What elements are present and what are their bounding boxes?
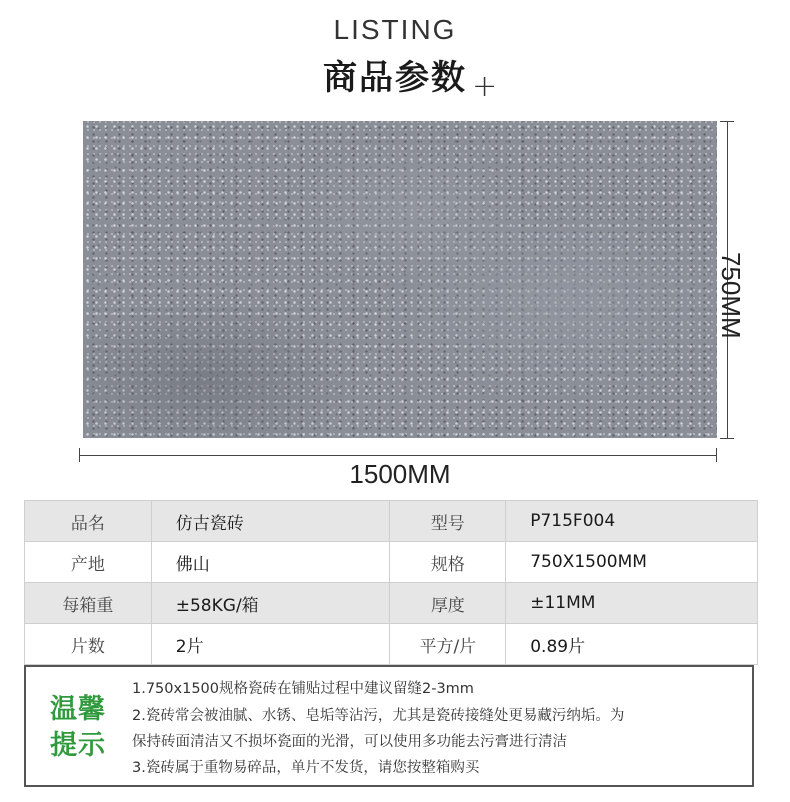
spec-label-size: 规格 bbox=[390, 542, 506, 583]
note-line: 2.瓷砖常会被油腻、水锈、皂垢等沾污，尤其是瓷砖接缝处更易藏污纳垢。为 bbox=[132, 708, 625, 724]
spec-value-origin: 佛山 bbox=[151, 542, 390, 583]
spec-label-thickness: 厚度 bbox=[390, 583, 506, 624]
spec-value-thickness: ±11MM bbox=[506, 583, 758, 624]
width-dimension-label: 1500MM bbox=[349, 459, 451, 489]
spec-value-box-weight: ±58KG/箱 bbox=[151, 583, 390, 624]
spec-value-name: 仿古瓷砖 bbox=[151, 501, 390, 542]
notes-heading-line1: 温馨 bbox=[50, 694, 106, 725]
spec-value-model: P715F004 bbox=[506, 501, 758, 542]
width-dimension-line bbox=[79, 455, 717, 456]
spec-value-size: 750X1500MM bbox=[506, 542, 758, 583]
page-title: 商品参数 bbox=[323, 58, 467, 98]
spec-label-box-weight: 每箱重 bbox=[25, 583, 152, 624]
note-line: 3.瓷砖属于重物易碎品，单片不发货，请您按整箱购买 bbox=[132, 760, 480, 776]
specs-row bbox=[25, 542, 758, 583]
height-dimension-cap-top bbox=[720, 121, 734, 122]
notes-heading bbox=[50, 692, 122, 764]
specs-table bbox=[24, 500, 758, 665]
specs-row bbox=[25, 624, 758, 665]
specs-row bbox=[25, 501, 758, 542]
note-line: 保持砖面清洁又不损坏瓷面的光滑，可以使用多功能去污膏进行清洁 bbox=[132, 734, 567, 750]
tile-image bbox=[83, 121, 717, 438]
specs-row bbox=[25, 583, 758, 624]
plus-icon: + bbox=[472, 69, 498, 104]
spec-value-area-per-piece: 0.89片 bbox=[506, 624, 758, 665]
listing-heading: LISTING bbox=[333, 14, 457, 45]
spec-label-area-per-piece: 平方/片 bbox=[390, 624, 506, 665]
height-dimension-label: 750MM bbox=[716, 252, 746, 339]
spec-label-name: 品名 bbox=[25, 501, 152, 542]
spec-label-origin: 产地 bbox=[25, 542, 152, 583]
height-dimension-cap-bottom bbox=[720, 438, 734, 439]
notes-heading-line2: 提示 bbox=[50, 730, 106, 761]
width-dimension-cap-right bbox=[716, 448, 717, 462]
width-dimension-cap-left bbox=[79, 448, 80, 462]
spec-label-model: 型号 bbox=[390, 501, 506, 542]
note-line: 1.750x1500规格瓷砖在铺贴过程中建议留缝2-3mm bbox=[132, 681, 474, 697]
spec-value-pieces: 2片 bbox=[151, 624, 390, 665]
spec-label-pieces: 片数 bbox=[25, 624, 152, 665]
